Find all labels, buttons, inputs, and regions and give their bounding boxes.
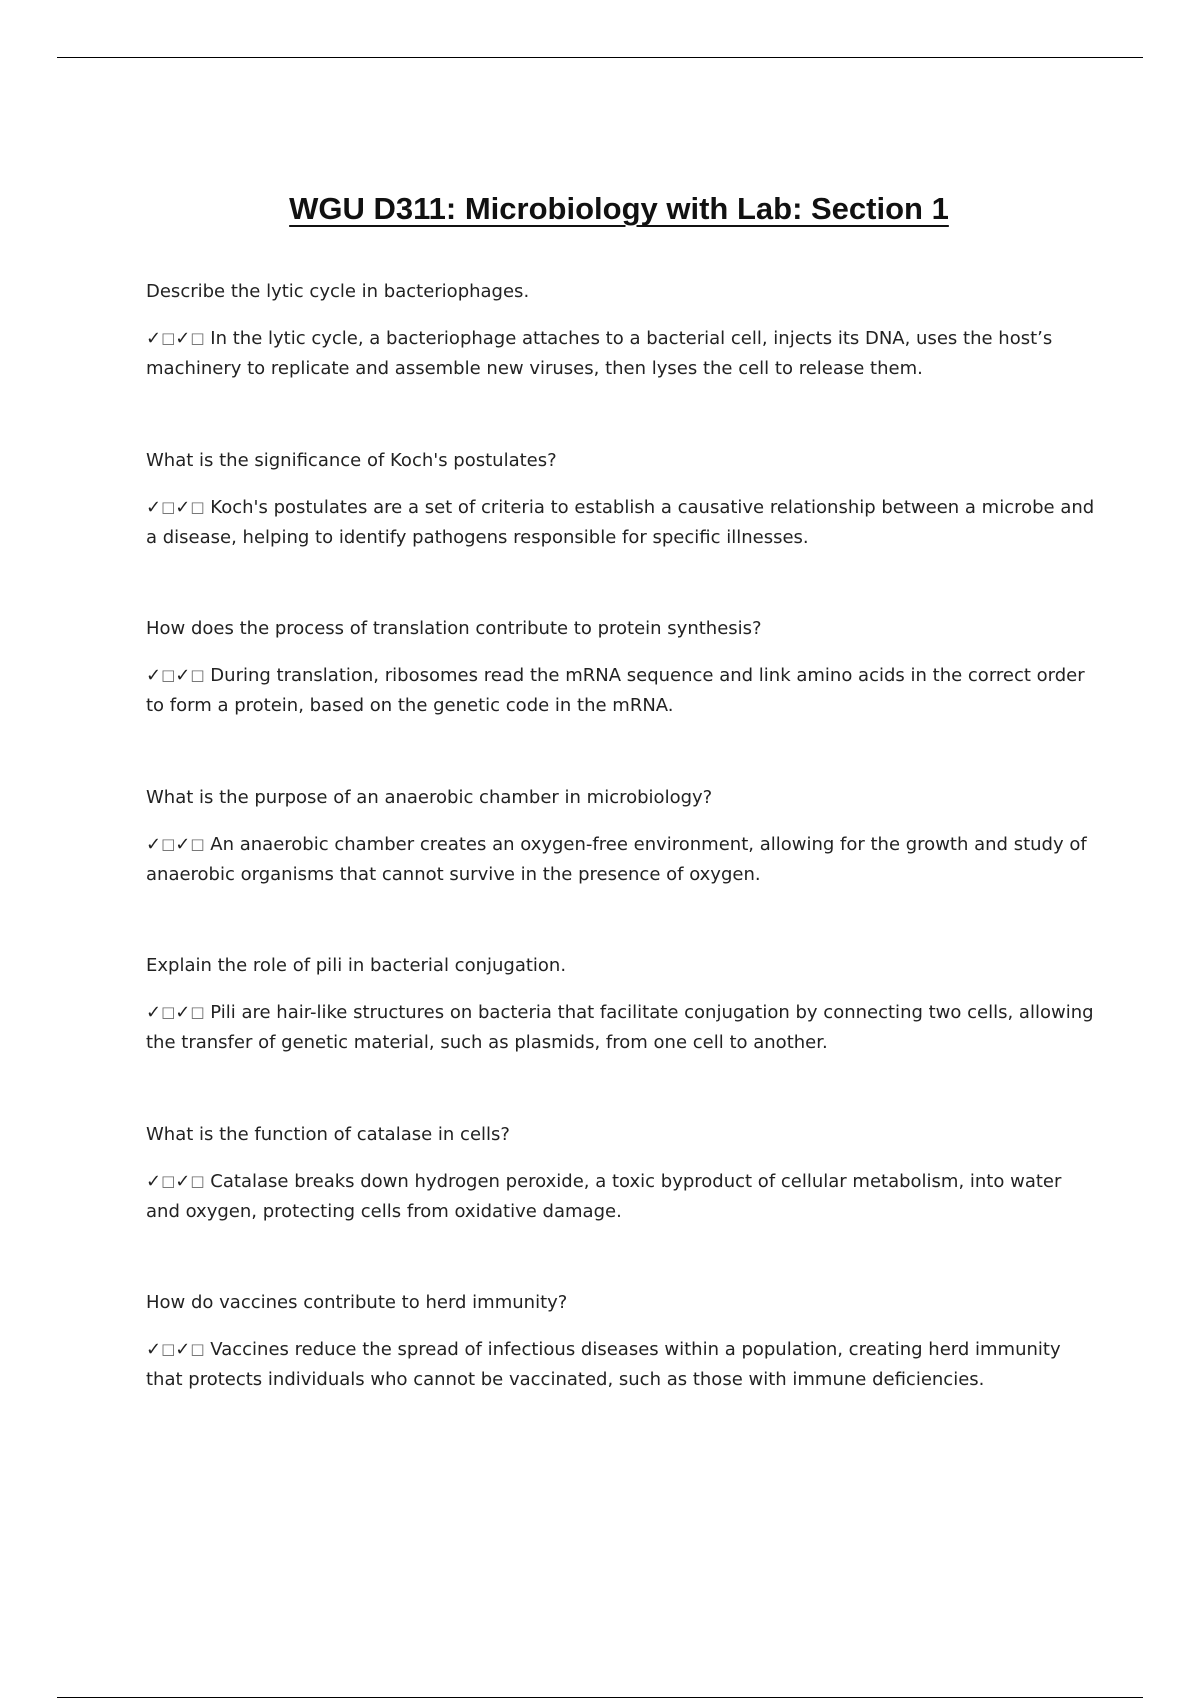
- qa-item-7: [146, 1291, 1096, 1460]
- check-icon: ✓: [175, 665, 191, 686]
- answer-body: An anaerobic chamber creates an oxygen-free environment, allowing for the growth and study of anaerobic organisms that cannot survive in the presence of oxygen.: [146, 833, 1087, 885]
- box-icon: □: [190, 1171, 205, 1190]
- check-icon: ✓: [146, 496, 162, 518]
- qa-item-3: [146, 617, 1096, 786]
- box-icon: □: [190, 666, 205, 684]
- answer-text: [146, 1335, 1096, 1394]
- answer-text: [146, 998, 1096, 1057]
- box-icon: □: [161, 1340, 176, 1358]
- qa-list: [146, 280, 1096, 1460]
- answer-body: Catalase breaks down hydrogen peroxide, a toxic byproduct of cellular metabolism, into water and oxygen, protecting cells from oxidative damage.: [146, 1170, 1062, 1222]
- qa-item-1: [146, 280, 1096, 449]
- bottom-rule: [57, 1697, 1143, 1698]
- check-icon: ✓: [146, 1002, 162, 1023]
- answer-text: [146, 324, 1096, 383]
- answer-body: Vaccines reduce the spread of infectious diseases within a population, creating herd immunity that protects individuals who cannot be vaccinated, such as those with immune deficiencies.: [146, 1339, 1061, 1390]
- answer-text: [146, 493, 1096, 552]
- box-icon: □: [161, 1003, 176, 1021]
- check-icon: ✓: [146, 833, 162, 855]
- box-icon: □: [161, 329, 176, 347]
- question-text: Describe the lytic cycle in bacteriophages.: [146, 281, 530, 302]
- qa-item-6: [146, 1123, 1096, 1292]
- check-icon: ✓: [175, 1339, 191, 1360]
- check-icon: ✓: [175, 328, 191, 349]
- check-icon: ✓: [175, 1002, 191, 1023]
- top-rule: [57, 57, 1143, 58]
- check-icon: ✓: [146, 1170, 162, 1192]
- check-icon: ✓: [146, 1339, 162, 1360]
- answer-body: Koch's postulates are a set of criteria to establish a causative relationship between a microbe and a disease, helping to identify pathogens responsible for specific illnesses.: [146, 496, 1095, 548]
- box-icon: □: [161, 1171, 176, 1190]
- box-icon: □: [190, 497, 205, 516]
- box-icon: □: [161, 834, 176, 853]
- box-icon: □: [190, 834, 205, 853]
- box-icon: □: [161, 497, 176, 516]
- answer-text: [146, 661, 1096, 720]
- box-icon: □: [190, 1003, 205, 1021]
- check-icon: ✓: [146, 665, 162, 686]
- question-text: How do vaccines contribute to herd immunity?: [146, 1292, 568, 1313]
- document-title: WGU D311: Microbiology with Lab: Section 1: [289, 191, 949, 226]
- question-text: What is the function of catalase in cells?: [146, 1123, 510, 1145]
- box-icon: □: [190, 1340, 205, 1358]
- question-text: Explain the role of pili in bacterial conjugation.: [146, 955, 567, 976]
- qa-item-4: [146, 786, 1096, 955]
- question-text: How does the process of translation contribute to protein synthesis?: [146, 618, 762, 639]
- answer-body: During translation, ribosomes read the mRNA sequence and link amino acids in the correct order to form a protein, based on the genetic code in the mRNA.: [146, 665, 1085, 716]
- answer-body: Pili are hair-like structures on bacteria that facilitate conjugation by connecting two cells, allowing the transfer of genetic material, such as plasmids, from one cell to another.: [146, 1002, 1094, 1053]
- answer-body: In the lytic cycle, a bacteriophage attaches to a bacterial cell, injects its DNA, uses the host’s machinery to replicate and assemble new viruses, then lyses the cell to release them.: [146, 328, 1053, 379]
- question-text: What is the significance of Koch's postulates?: [146, 449, 557, 471]
- qa-item-5: [146, 954, 1096, 1123]
- check-icon: ✓: [175, 496, 191, 518]
- question-text: What is the purpose of an anaerobic chamber in microbiology?: [146, 786, 713, 808]
- answer-text: [146, 830, 1096, 889]
- check-icon: ✓: [175, 833, 191, 855]
- box-icon: □: [190, 329, 205, 347]
- answer-text: [146, 1167, 1096, 1226]
- box-icon: □: [161, 666, 176, 684]
- check-icon: ✓: [146, 328, 162, 349]
- check-icon: ✓: [175, 1170, 191, 1192]
- qa-item-2: [146, 449, 1096, 618]
